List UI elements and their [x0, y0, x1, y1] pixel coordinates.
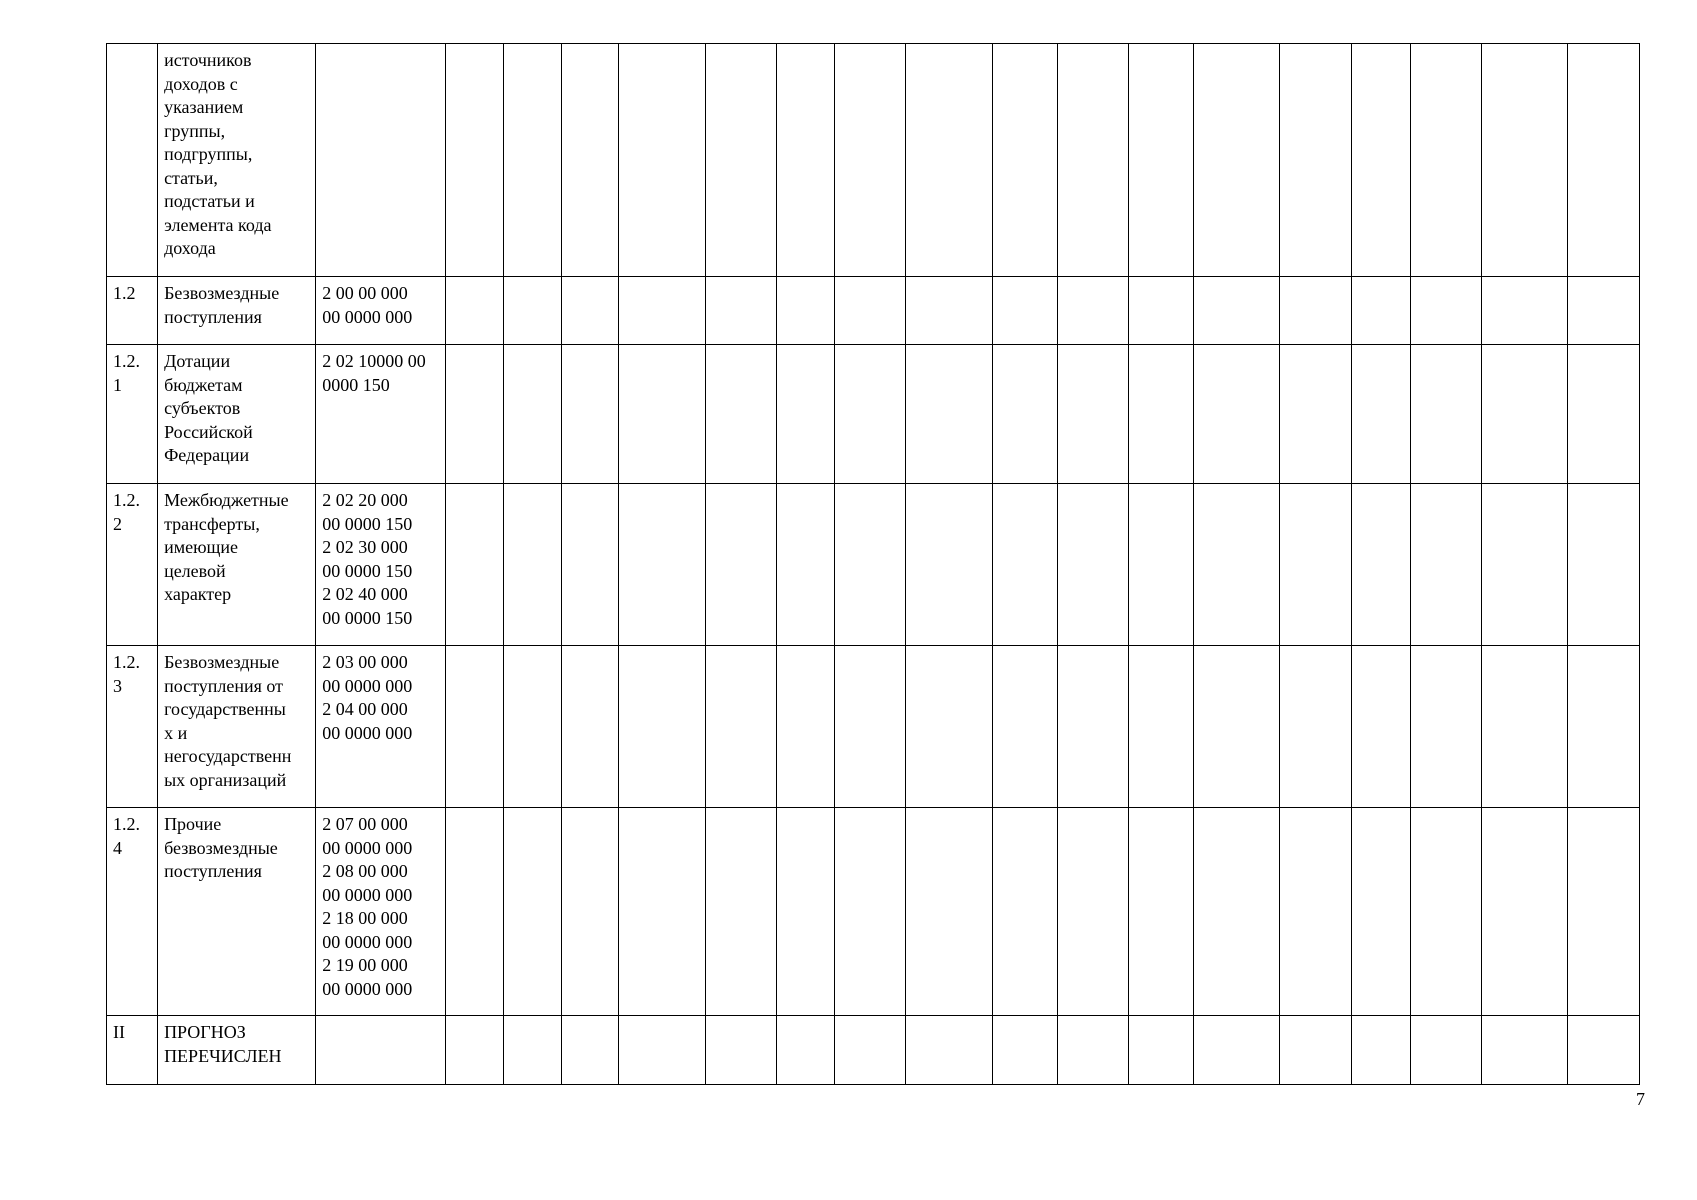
empty-cell: [1481, 277, 1567, 345]
table-body: [107, 44, 1640, 1085]
empty-cell: [705, 484, 776, 646]
row-code-cell: [316, 277, 446, 345]
empty-cell: [993, 646, 1058, 808]
page-number: 7: [1636, 1089, 1645, 1109]
empty-cell: [1194, 808, 1280, 1016]
empty-cell: [1194, 345, 1280, 484]
empty-cell: [705, 646, 776, 808]
empty-cell: [561, 1016, 618, 1085]
empty-cell: [1194, 484, 1280, 646]
empty-cell: [1129, 646, 1194, 808]
empty-cell: [905, 484, 992, 646]
empty-cell: [776, 646, 834, 808]
row-name-cell: [158, 345, 316, 484]
row-code: 2 02 10000 00 0000 150: [322, 351, 426, 395]
row-name-cell: [158, 277, 316, 345]
table-row: [107, 277, 1640, 345]
row-name: Безвозмездные поступления: [164, 283, 280, 327]
empty-cell: [1567, 1016, 1639, 1085]
row-name-cell: [158, 808, 316, 1016]
row-name-cell: [158, 646, 316, 808]
table-row: [107, 646, 1640, 808]
empty-cell: [705, 1016, 776, 1085]
empty-cell: [561, 484, 618, 646]
empty-cell: [1058, 646, 1129, 808]
empty-cell: [1567, 44, 1639, 277]
empty-cell: [705, 345, 776, 484]
empty-cell: [1194, 1016, 1280, 1085]
empty-cell: [446, 277, 504, 345]
empty-cell: [1481, 808, 1567, 1016]
empty-cell: [1352, 1016, 1410, 1085]
row-name: Дотации бюджетам субъектов Российской Федерации: [164, 351, 253, 465]
empty-cell: [446, 484, 504, 646]
empty-cell: [1352, 646, 1410, 808]
empty-cell: [1129, 1016, 1194, 1085]
row-number: 1.2. 3: [113, 652, 140, 696]
empty-cell: [1194, 277, 1280, 345]
empty-cell: [1280, 646, 1352, 808]
row-number: 1.2: [113, 283, 136, 303]
row-name: ПРОГНОЗ ПЕРЕЧИСЛЕН: [164, 1022, 282, 1066]
empty-cell: [504, 1016, 561, 1085]
empty-cell: [446, 345, 504, 484]
empty-cell: [504, 646, 561, 808]
empty-cell: [905, 345, 992, 484]
empty-cell: [1352, 44, 1410, 277]
empty-cell: [705, 808, 776, 1016]
empty-cell: [561, 345, 618, 484]
empty-cell: [1129, 808, 1194, 1016]
empty-cell: [1567, 277, 1639, 345]
empty-cell: [1194, 44, 1280, 277]
empty-cell: [993, 345, 1058, 484]
budget-forecast-table: [106, 43, 1640, 1085]
table-row: [107, 1016, 1640, 1085]
row-code: 2 00 00 000 00 0000 000: [322, 283, 413, 327]
empty-cell: [504, 277, 561, 345]
empty-cell: [905, 44, 992, 277]
empty-cell: [1567, 484, 1639, 646]
empty-cell: [993, 277, 1058, 345]
empty-cell: [1280, 44, 1352, 277]
row-name-cell: [158, 1016, 316, 1085]
empty-cell: [1129, 44, 1194, 277]
empty-cell: [993, 1016, 1058, 1085]
empty-cell: [834, 44, 905, 277]
empty-cell: [446, 808, 504, 1016]
empty-cell: [561, 44, 618, 277]
empty-cell: [1280, 1016, 1352, 1085]
empty-cell: [446, 646, 504, 808]
empty-cell: [1352, 345, 1410, 484]
empty-cell: [1481, 1016, 1567, 1085]
empty-cell: [618, 345, 705, 484]
empty-cell: [776, 277, 834, 345]
row-number-cell: [107, 277, 158, 345]
empty-cell: [1481, 44, 1567, 277]
empty-cell: [834, 277, 905, 345]
table-row: [107, 345, 1640, 484]
row-code-cell: [316, 1016, 446, 1085]
row-number: 1.2. 4: [113, 814, 140, 858]
row-number-cell: [107, 44, 158, 277]
empty-cell: [1280, 484, 1352, 646]
row-number: II: [113, 1022, 125, 1042]
row-name: источников доходов с указанием группы, подгруппы, статьи, подстатьи и элемента кода дохода: [164, 50, 272, 258]
table-row: [107, 808, 1640, 1016]
empty-cell: [618, 808, 705, 1016]
empty-cell: [1567, 646, 1639, 808]
row-code-cell: [316, 646, 446, 808]
row-code: 2 03 00 000 00 0000 000 2 04 00 000 00 0000 000: [322, 652, 413, 743]
empty-cell: [1481, 484, 1567, 646]
empty-cell: [1280, 808, 1352, 1016]
empty-cell: [905, 1016, 992, 1085]
empty-cell: [618, 1016, 705, 1085]
empty-cell: [504, 484, 561, 646]
row-number: 1.2. 2: [113, 490, 140, 534]
empty-cell: [1129, 345, 1194, 484]
empty-cell: [834, 646, 905, 808]
empty-cell: [1567, 345, 1639, 484]
row-number-cell: [107, 345, 158, 484]
empty-cell: [1352, 277, 1410, 345]
empty-cell: [446, 44, 504, 277]
empty-cell: [1280, 277, 1352, 345]
empty-cell: [993, 808, 1058, 1016]
empty-cell: [705, 44, 776, 277]
empty-cell: [776, 44, 834, 277]
empty-cell: [834, 345, 905, 484]
empty-cell: [905, 277, 992, 345]
empty-cell: [1058, 44, 1129, 277]
empty-cell: [905, 646, 992, 808]
empty-cell: [834, 1016, 905, 1085]
empty-cell: [905, 808, 992, 1016]
row-name: Межбюджетные трансферты, имеющие целевой характер: [164, 490, 289, 604]
row-number-cell: [107, 808, 158, 1016]
empty-cell: [776, 1016, 834, 1085]
empty-cell: [1410, 808, 1481, 1016]
empty-cell: [1280, 345, 1352, 484]
table-row: [107, 44, 1640, 277]
empty-cell: [993, 484, 1058, 646]
row-code-cell: [316, 345, 446, 484]
empty-cell: [1058, 277, 1129, 345]
empty-cell: [1481, 345, 1567, 484]
row-number-cell: [107, 646, 158, 808]
empty-cell: [1058, 345, 1129, 484]
row-name: Безвозмездные поступления от государственны х и негосударственн ых организаций: [164, 652, 292, 790]
empty-cell: [504, 808, 561, 1016]
empty-cell: [618, 277, 705, 345]
empty-cell: [1410, 345, 1481, 484]
empty-cell: [776, 808, 834, 1016]
empty-cell: [1129, 277, 1194, 345]
empty-cell: [561, 808, 618, 1016]
empty-cell: [1058, 1016, 1129, 1085]
row-number-cell: [107, 1016, 158, 1085]
empty-cell: [705, 277, 776, 345]
empty-cell: [561, 646, 618, 808]
empty-cell: [1058, 808, 1129, 1016]
row-code-cell: [316, 484, 446, 646]
empty-cell: [1194, 646, 1280, 808]
empty-cell: [1058, 484, 1129, 646]
empty-cell: [1410, 484, 1481, 646]
empty-cell: [1352, 484, 1410, 646]
empty-cell: [504, 345, 561, 484]
empty-cell: [1410, 1016, 1481, 1085]
empty-cell: [618, 646, 705, 808]
row-code: 2 02 20 000 00 0000 150 2 02 30 000 00 0000 150 2 02 40 000 00 0000 150: [322, 490, 413, 628]
empty-cell: [834, 808, 905, 1016]
empty-cell: [618, 44, 705, 277]
row-number-cell: [107, 484, 158, 646]
empty-cell: [776, 484, 834, 646]
empty-cell: [1410, 277, 1481, 345]
empty-cell: [776, 345, 834, 484]
table-row: [107, 484, 1640, 646]
empty-cell: [1567, 808, 1639, 1016]
empty-cell: [504, 44, 561, 277]
empty-cell: [1352, 808, 1410, 1016]
empty-cell: [1410, 646, 1481, 808]
row-number: 1.2. 1: [113, 351, 140, 395]
empty-cell: [1410, 44, 1481, 277]
row-name: Прочие безвозмездные поступления: [164, 814, 278, 881]
row-name-cell: [158, 44, 316, 277]
empty-cell: [1129, 484, 1194, 646]
row-code-cell: [316, 808, 446, 1016]
empty-cell: [561, 277, 618, 345]
empty-cell: [1481, 646, 1567, 808]
empty-cell: [618, 484, 705, 646]
empty-cell: [446, 1016, 504, 1085]
row-name-cell: [158, 484, 316, 646]
row-code: 2 07 00 000 00 0000 000 2 08 00 000 00 0000 000 2 18 00 000 00 0000 000 2 19 00 000 00 0000 000: [322, 814, 413, 999]
row-code-cell: [316, 44, 446, 277]
empty-cell: [834, 484, 905, 646]
empty-cell: [993, 44, 1058, 277]
